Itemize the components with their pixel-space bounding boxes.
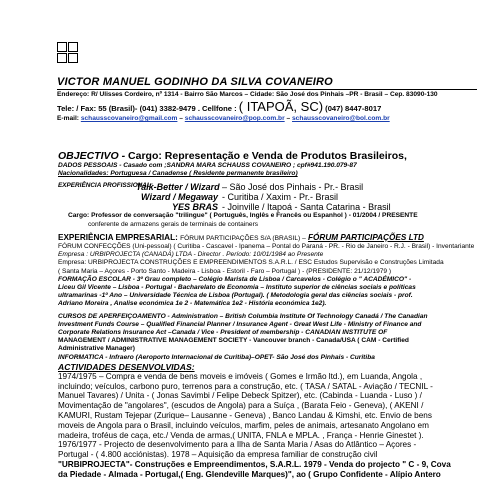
objective: [58, 150, 480, 162]
email-separator: –: [179, 115, 183, 122]
person-name: VICTOR MANUEL GODINHO DA SILVA COVANEIRO: [57, 76, 477, 90]
experience-row: [58, 202, 480, 212]
course-line: Corporate Relations Insurance Act –Canada / Vice - President of membership - CANADIAN INSTITUTE OF: [58, 329, 388, 337]
activity-line: 1974/1975 – Compra e venda de bens moveis e imóveis ( Gomes e Irmão ltd.), em Luanda, Angola ,: [58, 371, 423, 381]
business-title-link: FÓRUM PARTICIPAÇÕES LTD: [308, 232, 424, 242]
company-place: – São José dos Pinhais - Pr.- Brasil: [222, 182, 364, 193]
course-line: MANAGEMENT / ADMINISTRATIVE MANAGEMENT SOCIETY - Vancouver branch - Canada/USA ( CAM - Certified: [58, 337, 409, 345]
experience-row: [58, 182, 480, 192]
business-line: FÓRUM CONFECÇÕES (Uni-pessoal) ( Curitiba - Cascavel - Ipanema – Pontal do Paraná - PR. - Rio de Janeiro - R.J. - Brasil) - Inventariante: [58, 243, 475, 251]
business-line: Empresa: URBIPROJECTA CONSTRUÇÕES E EMPREENDIMENTOS S.A.R.L. / ESC Estudos Supervisão e Construções Limitada: [58, 259, 444, 267]
activity-line: "URBIPROJECTA"- Construções e Empreendimentos, S.A.R.L. 1979 - Venda do projecto " C - 9, Cova: [58, 460, 451, 470]
company-place: - Curitiba / Xaxim - Pr.- Brasil: [222, 192, 339, 203]
activity-line: Portugal - ( 4.800 acciónistas). 1978 – Aquisição da empresa familiar de construção civil: [58, 450, 378, 460]
company: Talk-Better / Wizard: [136, 182, 220, 193]
resume-body: [58, 150, 480, 480]
activities-title: ACTIVIDADES DESENVOLVIDAS:: [58, 361, 195, 372]
phone-line: [57, 98, 477, 114]
business-title: [58, 233, 480, 243]
company-place: - Joinville / Itapoá - Santa Catarina - Brasil: [222, 202, 391, 213]
company: YES BRAS: [171, 202, 218, 213]
personal-data: DADOS PESSOAIS - Casado com ;SANDRA MARA SCHAUSS COVANEIRO ; cpf#941.190.079-87: [58, 162, 357, 169]
company: Wizard / Megaway: [141, 192, 218, 203]
education-line: ultramarinas -1º Ano – Universidade Técnica de Lisboa (Portugal). ( Metodologia geral das ciências sociais - prof.: [58, 292, 413, 300]
activity-line: da Piedade - Almada - Portugal,( Eng. Glendeville Marques)", ao ( Grupo Confidente - Alípio Antero: [58, 469, 441, 479]
grid-logo: [57, 42, 79, 64]
phone-text: Tele: / Fax: 55 (Brasil)- (041) 3382-9479 . Cellfone :: [57, 103, 237, 113]
header: [57, 76, 477, 124]
email-link-3[interactable]: schausscovaneiro@bol.com.br: [292, 115, 390, 122]
role-line: conferente de armazens gerais de terminais de containers: [88, 220, 259, 228]
course-line: CURSOS DE APERFEIÇOAMENTO - Administration – British Columbia Institute Of Technology Canadá / The Canadian: [58, 312, 428, 320]
activity-line: incluindo; veículos, carbono puro, terrenos para a construção, etc. ( TASA / SATAL - Aviação / TECNIL -: [58, 381, 433, 391]
cell-number: (047) 8447-8017: [325, 103, 382, 113]
course-line: Investment Funds Course – Qualified Financial Planner / Insurance Agent - Great West Life - Ministry of Finance and: [58, 320, 422, 328]
informatics-line: INFORMATICA - Infraero (Aeroporto Internacional de Curitiba)–OPET- São José dos Pinhais - Curitiba: [58, 353, 375, 361]
email-label: E-mail:: [57, 115, 79, 122]
activity-line: madeira, troféus de caça, etc./ Venda de armas,( UNITA, FNLA e MPLA. , França - Henrie Ginestet ).: [58, 430, 424, 440]
business-line: ( Santa Maria – Açores - Porto Santo - Madeira - Lisboa - Estoril - Faro – Portugal ) - (PRESIDENTE: 21/12/1979 ): [58, 267, 392, 275]
activity-line: moveis de Angola para o Brasil, incluindo veículos, marfim, peles de animais, artesanato Angolano em: [58, 420, 429, 430]
course-line: Administrative Manager): [58, 345, 135, 353]
role-line: Cargo: Professor de conversação "trilingue" ( Português, Inglês e Francês ou Espanhol ) - 01/2004 / PRESENTE: [68, 212, 418, 220]
experience-row: [58, 192, 480, 202]
phone-city: ( ITAPOÃ, SC): [238, 98, 324, 114]
email-separator: –: [286, 115, 291, 122]
nationalities: Nacionalidades: Portuguesa / Canadense ( Residente permanente brasileiro): [58, 170, 298, 178]
education-line: Liceu Gil Vicente – Lisboa - Portugal - Bacharelato de Economia – Instituto superior de ciências sociais e políticas: [58, 284, 416, 292]
experience-label: EXPERIÊNCIA PROFISSIONAL:: [58, 182, 153, 190]
activity-line: KAMURI, Rustam Tejepar (Zurique– Lausanne - Geneva) , Banco Landau & Kimshi, etc. Envio de bens: [58, 411, 432, 421]
education-line: Adriano Moreira , Analise económica 1e 2 - Matemática 1e2 - História económica 1e2).: [58, 300, 327, 308]
email-link-1[interactable]: schausscovaneiro@gmail.com: [80, 115, 178, 122]
objective-text: Cargo: Representação e Venda de Produtos Brasileiros,: [128, 150, 407, 162]
objective-label: OBJECTIVO -: [58, 150, 126, 162]
activity-line: 1976/1977 - Projecto de desenvolvimento para a Ilha de Santa Maria / Asas do Atlântico – Açores -: [58, 440, 417, 450]
email-line: [57, 115, 477, 124]
business-title-label: EXPERIÊNCIA EMPRESARIAL:: [58, 232, 178, 242]
business-title-text: FÓRUM PARTICIPAÇÕES S/A (BRASIL) –: [180, 234, 306, 242]
education-line: FORMAÇÃO ESCOLAR - 3º Grau completo – Colégio Marista de Lisboa / Carcavelos - Colégio o " ACADÉMICO" -: [58, 275, 412, 283]
business-line: Empresa : URBIPROJECTA (CANADÁ) LTDA - Director . Período: 10/01/1984 ao Presente: [58, 251, 324, 259]
email-link-2[interactable]: schausscovaneiro@pop.com.br: [184, 115, 285, 122]
activity-line: Movimentação de "angolares", (escudos de Angola) para a Suíça , (Barata Feio - Geneva), ( AKENI /: [58, 401, 424, 411]
address: Endereço: R/ Ulisses Cordeiro, nº 1314 - Bairro São Marcos – Cidade: São José dos Pinhais –PR - Brasil – Cep. 83090-130: [57, 91, 438, 98]
activity-line: Manuel Tavares) / Unita - ( Jonas Savimbi / Felipe Debeck Spitzer), etc. (Cabinda - Luanda - Luso ) /: [58, 391, 422, 401]
